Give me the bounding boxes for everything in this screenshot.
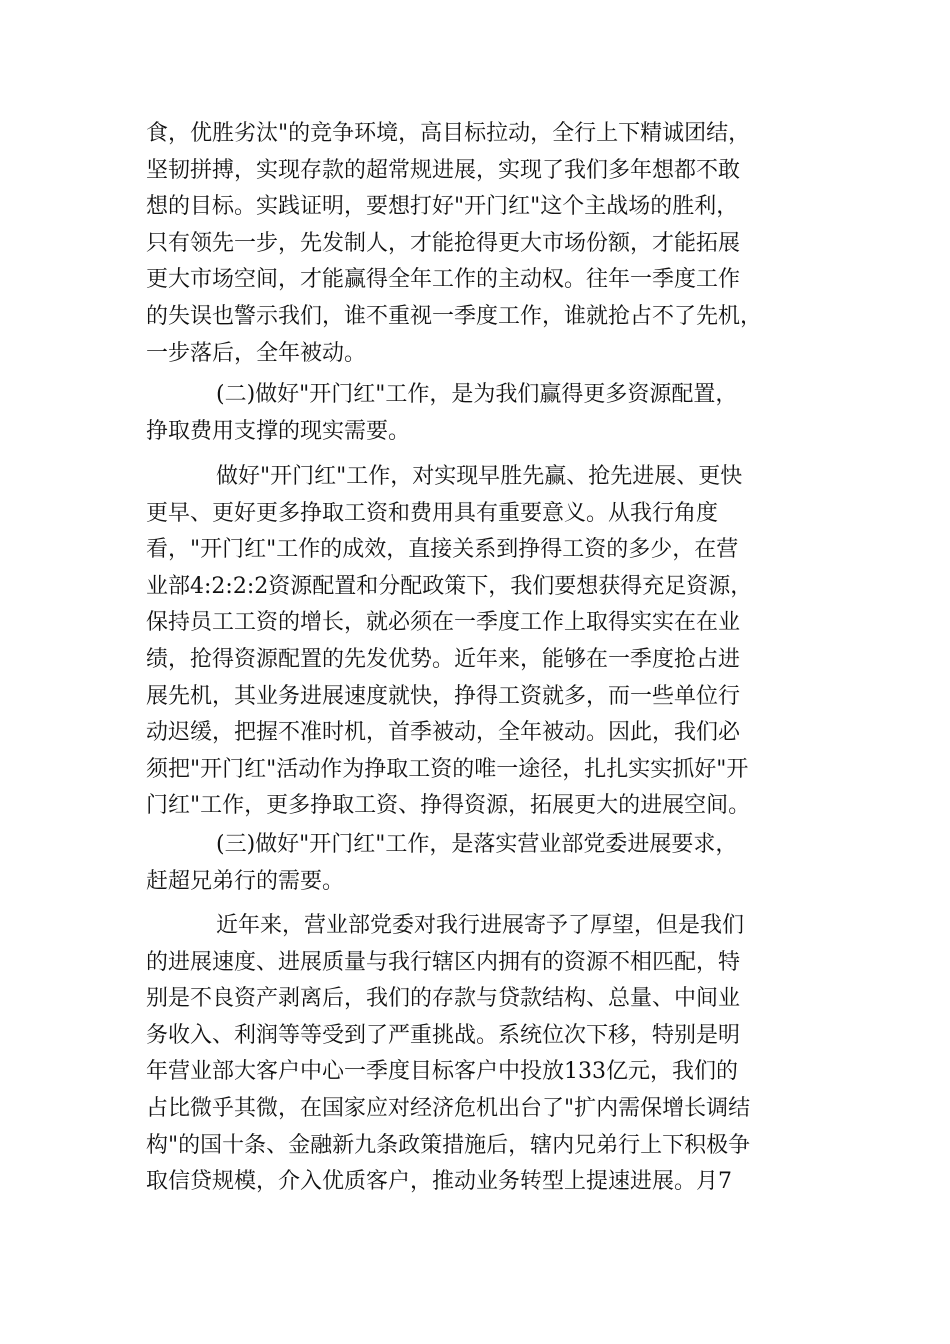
heading-line: 赶超兄弟行的需要。 [146, 868, 345, 894]
text-line: 想的目标。实践证明，要想打好"开门红"这个主战场的胜利， [146, 194, 739, 220]
text-line: 别是不良资产剥离后，我们的存款与贷款结构、总量、中间业 [146, 986, 741, 1012]
text-line: 门红"工作，更多挣取工资、挣得资源，拓展更大的进展空间。 [146, 793, 751, 819]
section-heading-2 [146, 377, 810, 450]
heading-line: (二)做好"开门红"工作，是为我们赢得更多资源配置， [216, 382, 738, 407]
text-line: 绩，抢得资源配置的先发优势。近年来，能够在一季度抢占进 [146, 646, 741, 672]
text-line: 取信贷规模，介入优质客户，推动业务转型上提速进展。月7 [146, 1169, 732, 1195]
text-line: 更大市场空间，才能赢得全年工作的主动权。往年一季度工作 [146, 267, 741, 293]
heading-line: (三)做好"开门红"工作，是落实营业部党委进展要求， [216, 832, 738, 857]
text-line: 近年来，营业部党委对我行进展寄予了厚望，但是我们 [216, 913, 745, 938]
text-line: 食，优胜劣汰"的竞争环境，高目标拉动，全行上下精诚团结， [146, 121, 751, 146]
text-line: 更早、更好更多挣取工资和费用具有重要意义。从我行角度 [146, 500, 719, 526]
text-line: 占比微乎其微，在国家应对经济危机出台了"扩内需保增长调结 [146, 1095, 751, 1121]
text-line: 一步落后，全年被动。 [146, 340, 367, 366]
text-line: 的失误也警示我们，谁不重视一季度工作，谁就抢占不了先机， [146, 303, 763, 329]
paragraph-1 [146, 116, 810, 372]
text-line: 须把"开门红"活动作为挣取工资的唯一途径，扎扎实实抓好"开 [146, 756, 749, 782]
paragraph-2 [146, 459, 810, 825]
text-line: 保持员工工资的增长，就必须在一季度工作上取得实实在在业 [146, 610, 741, 636]
text-line: 只有领先一步，先发制人，才能抢得更大市场份额，才能拓展 [146, 230, 741, 256]
text-line: 展先机，其业务进展速度就快，挣得工资就多，而一些单位行 [146, 683, 741, 709]
text-line: 动迟缓，把握不准时机，首季被动，全年被动。因此，我们必 [146, 720, 741, 746]
text-line: 看，"开门红"工作的成效，直接关系到挣得工资的多少，在营 [146, 537, 739, 563]
text-line: 做好"开门红"工作，对实现早胜先赢、抢先进展、更快 [216, 464, 743, 489]
text-line: 的进展速度、进展质量与我行辖区内拥有的资源不相匹配，特 [146, 949, 741, 975]
paragraph-3 [146, 908, 810, 1201]
text-line: 坚韧拼搏，实现存款的超常规进展，实现了我们多年想都不敢 [146, 157, 741, 183]
heading-line: 挣取费用支撑的现实需要。 [146, 418, 411, 444]
text-line: 业部4:2:2:2资源配置和分配政策下，我们要想获得充足资源， [146, 573, 753, 599]
text-line: 构"的国十条、金融新九条政策措施后，辖内兄弟行上下积极争 [146, 1132, 751, 1158]
text-line: 务收入、利润等等受到了严重挑战。系统位次下移，特别是明 [146, 1022, 741, 1048]
section-heading-3 [146, 827, 810, 900]
text-line: 年营业部大客户中心一季度目标客户中投放133亿元，我们的 [146, 1059, 738, 1085]
